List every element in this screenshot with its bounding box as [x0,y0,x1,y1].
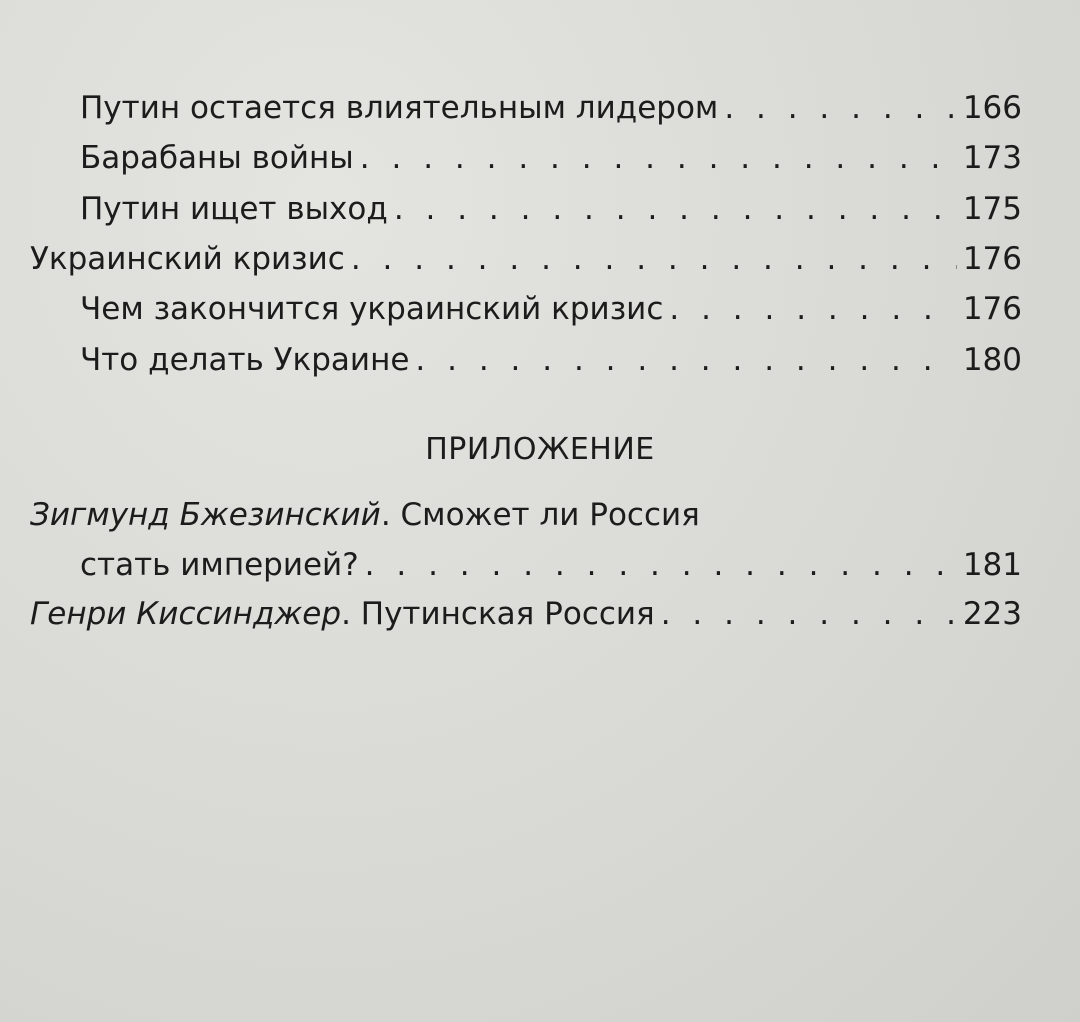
toc-entry-title-text: . Путинская Россия [341,596,655,632]
toc-entry [30,239,1022,279]
toc-leader-dots [724,88,957,128]
toc-leader-dots [661,594,957,634]
toc-page-number: 223 [962,596,1022,632]
toc-entry-title: Путин ищет выход [80,191,388,227]
toc-entry-first-line [30,495,700,535]
toc-page-number: 181 [962,547,1022,583]
toc-leader-dots [669,289,956,329]
toc-entry [80,289,1022,329]
toc-page-number: 176 [962,291,1022,327]
toc-page-number: 176 [962,241,1022,277]
toc-page-number: 180 [962,342,1022,378]
toc-leader-dots [351,239,957,279]
toc-leader-dots [415,340,956,380]
toc-entry-title: . Сможет ли Россия [380,497,700,533]
toc-leader-dots [365,545,957,585]
toc-entry [80,138,1022,178]
toc-entry [80,340,1022,380]
toc-entry [80,189,1022,229]
appendix-heading: ПРИЛОЖЕНИЕ [425,432,655,467]
toc-entry-title: Что делать Украине [80,342,410,378]
toc-leader-dots [394,189,957,229]
toc-entry-author: Зигмунд Бжезинский [30,497,381,533]
toc-entry-title: Чем закончится украинский кризис [80,291,664,327]
toc-entry [80,545,1022,585]
toc-entry-title: Украинский кризис [30,241,345,277]
toc-entry-title: Путин остается влиятельным лидером [80,90,719,126]
toc-entry-title [30,594,655,634]
toc-entry-title: Барабаны войны [80,140,354,176]
toc-entry-title-continued: стать империей? [80,547,359,583]
toc-page-number: 173 [962,140,1022,176]
toc-page-number: 175 [962,191,1022,227]
toc-entry [30,594,1022,634]
toc-page-number: 166 [962,90,1022,126]
toc-entry-author: Генри Киссинджер [30,596,342,632]
toc-leader-dots [360,138,957,178]
toc-entry [80,88,1022,128]
